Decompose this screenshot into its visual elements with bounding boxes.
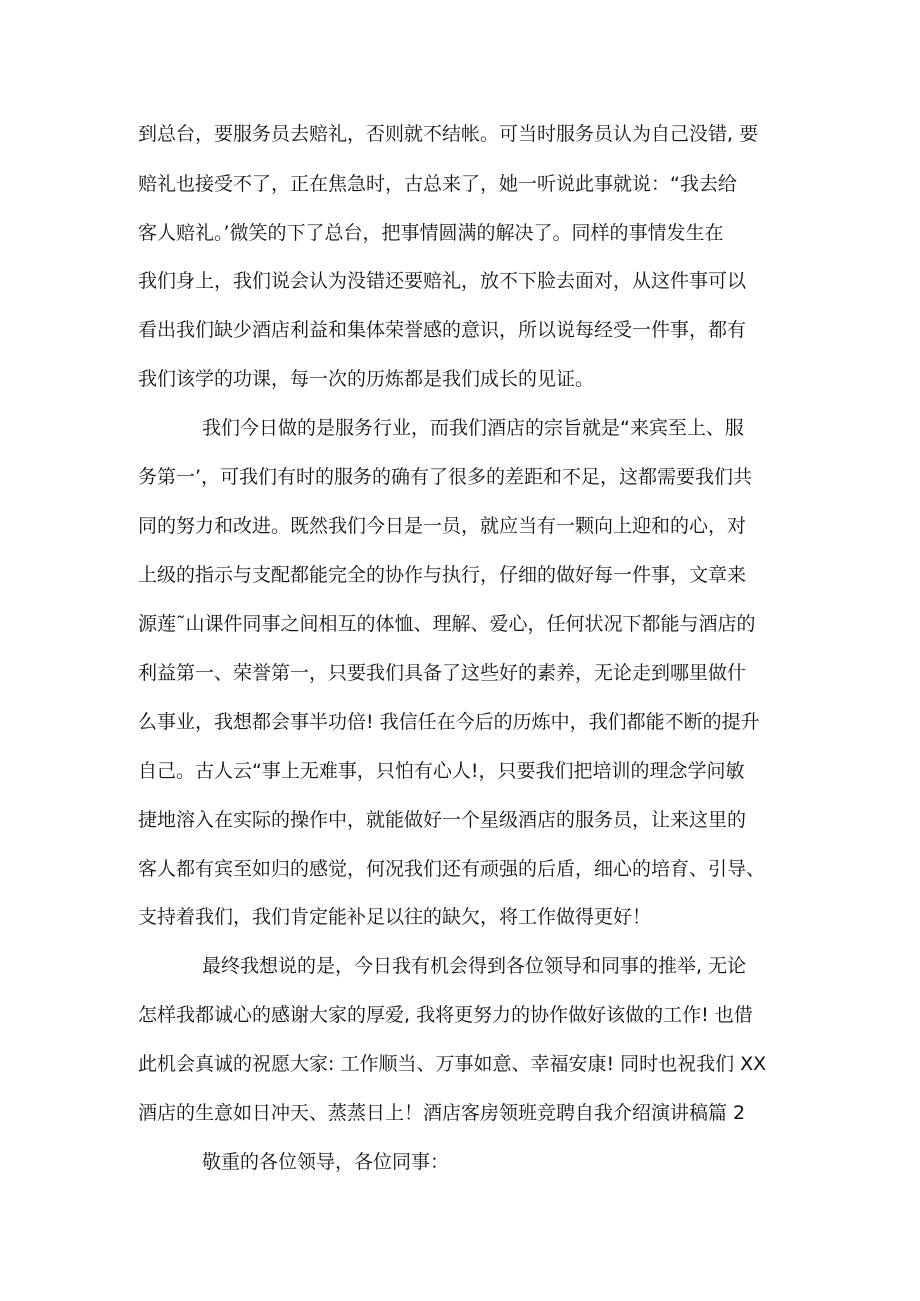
text-line: 我们该学的功课，每一次的历炼都是我们成长的见证。 [138,368,595,390]
salutation-line: 敬重的各位领导，各位同事： [202,1151,450,1173]
text-line: 此机会真诚的祝愿大家: 工作顺当、万事如意、幸福安康! 同时也祝我们 XX [138,1053,767,1075]
text-line: 捷地溶入在实际的操作中，就能做好一个星级酒店的服务员，让来这里的 [138,809,747,831]
text-line: 源莲˜山课件同事之间相互的体恤、理解、爱心，任何状况下都能与酒店的 [138,613,756,635]
text-line: 支持着我们，我们肯定能补足以往的缺欠，将工作做得更好！ [138,906,652,928]
paragraph-first-line: 我们今日做的是服务行业，而我们酒店的宗旨就是“来宾至上、服 [202,417,744,439]
text-line: 客人都有宾至如归的感觉，何况我们还有顽强的后盾，细心的培育、引导、 [138,858,766,880]
text-line: 客人赔礼。’微笑的下了总台，把事情圆满的解决了。同样的事情发生在 [138,222,724,244]
text-line: 同的努力和改进。既然我们今日是一员，就应当有一颗向上迎和的心，对 [138,515,747,537]
text-line: 我们身上，我们说会认为没错还要赔礼，放不下脸去面对，从这件事可以 [138,270,747,292]
text-line: 到总台，要服务员去赔礼，否则就不结帐。可当时服务员认为自己没错, 要 [138,123,759,145]
text-line: 上级的指示与支配都能完全的协作与执行，仔细的做好每一件事，文章来 [138,564,747,586]
text-line: 务第一’，可我们有时的服务的确有了很多的差距和不足，这都需要我们共 [138,466,753,488]
text-line: 怎样我都诚心的感谢大家的厚爱, 我将更努力的协作做好该做的工作! 也借 [138,1004,753,1026]
text-line: 自己。古人云“事上无难事，只怕有心人!，只要我们把培训的理念学问敏 [138,760,745,782]
text-line: 利益第一、荣誉第一，只要我们具备了这些好的素养，无论走到哪里做什 [138,662,747,684]
text-line: 看出我们缺少酒店利益和集体荣誉感的意识，所以说每经受一件事，都有 [138,319,747,341]
paragraph-first-line: 最终我想说的是，今日我有机会得到各位领导和同事的推举, 无论 [202,955,747,977]
text-line: 赔礼也接受不了，正在焦急时，古总来了，她一听说此事就说：“我去给 [138,173,737,195]
text-line: 酒店的生意如日冲天、蒸蒸日上！酒店客房领班竞聘自我介绍演讲稿篇 2 [138,1102,746,1124]
text-line: 么事业，我想都会事半功倍! 我信任在今后的历炼中，我们都能不断的提升 [138,711,760,733]
